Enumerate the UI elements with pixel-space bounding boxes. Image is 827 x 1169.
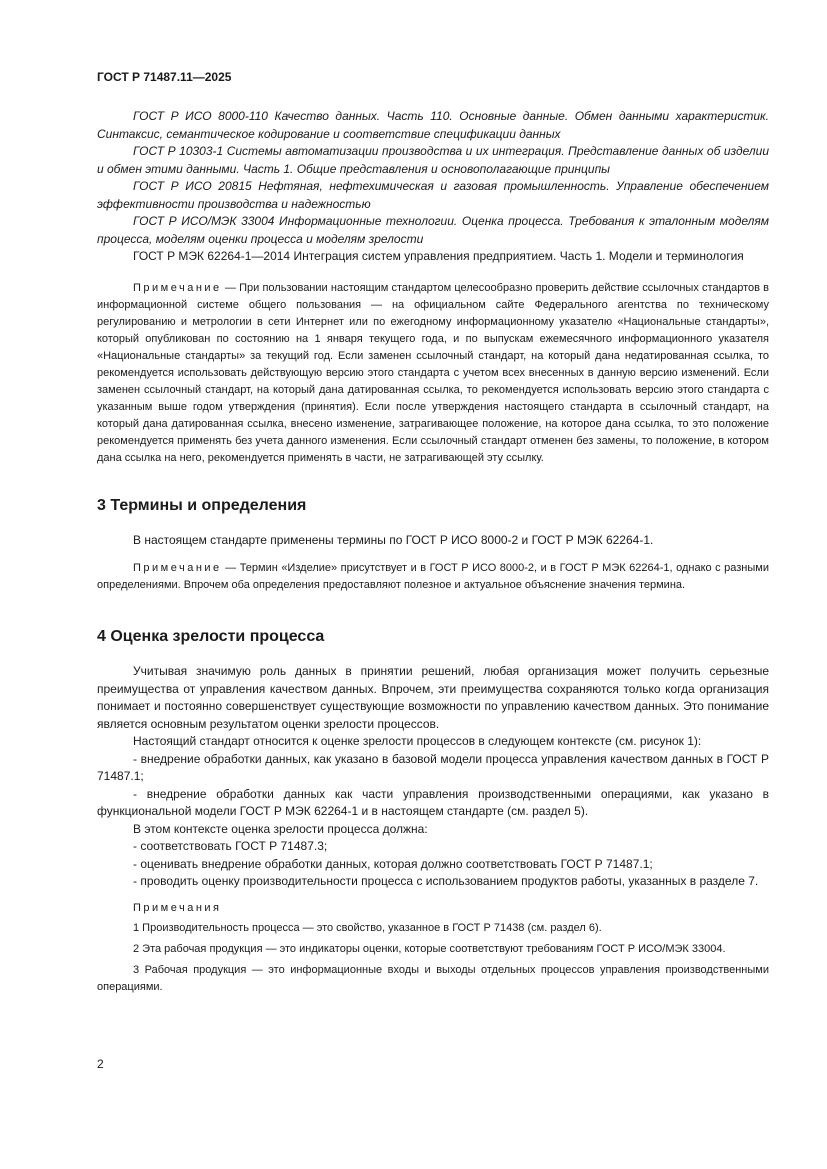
note-item: 3 Рабочая продукция — это информационные входы и выходы отдельных процессов управления производственными операциями. <box>97 963 769 993</box>
reference-item: ГОСТ Р ИСО 20815 Нефтяная, нефтехимическая и газовая промышленность. Управление обеспечением эффективности производства и надежностью <box>97 179 769 211</box>
document-header-code: ГОСТ Р 71487.11—2025 <box>97 70 232 84</box>
reference-item: ГОСТ Р ИСО/МЭК 33004 Информационные технологии. Оценка процесса. Требования к эталонным моделям процесса, моделям оценки процесса и моделям зрелости <box>97 214 769 246</box>
section-3-heading: 3 Термины и определения <box>97 496 307 514</box>
section-4-list-item: - проводить оценку производительности процесса с использованием продуктов работы, указанных в разделе 7. <box>133 874 759 888</box>
page-number: 2 <box>97 1057 104 1071</box>
normative-references-list <box>97 108 769 266</box>
section-4-paragraph: Настоящий стандарт относится к оценке зрелости процессов в следующем контексте (см. рисунок 1): <box>133 734 702 748</box>
note-label: Примечание <box>133 562 222 574</box>
section-4-list-item: - внедрение обработки данных, как указано в базовой модели процесса управления качеством данных в ГОСТ Р 71487.1; <box>97 751 769 783</box>
document-page <box>97 70 769 1000</box>
note-text: — Термин «Изделие» присутствует и в ГОСТ Р ИСО 8000-2, и в ГОСТ Р МЭК 62264-1, однако с разными определениями. Впрочем оба определения предоставляют полезное и актуальное объяснение значения термина. <box>97 562 769 591</box>
section-4-list-item: - внедрение обработки данных как части управления производственными операциями, как указано в функциональной модели ГОСТ Р МЭК 62264-1 и в настоящем стандарте (см. раздел 5). <box>97 786 769 818</box>
reference-item: ГОСТ Р 10303-1 Системы автоматизации производства и их интеграция. Представление данных об изделии и обмен этими данными. Часть 1. Общие представления и основополагающие принципы <box>97 144 769 176</box>
section-4-heading: 4 Оценка зрелости процесса <box>97 628 325 645</box>
note-text: — При пользовании настоящим стандартом целесообразно проверить действие ссылочных стандартов в информационной системе общего пользования — на официальном сайте Федерального агентства по техническому регулированию и метрологии в сети Интернет или по ежегодному информационному указателю «Национальные стандарты», который опубликован по состоянию на 1 января текущего года, и по выпускам ежемесячного информационного указателя «Национальные стандарты» за текущий год. Если заменен ссылочный стандарт, на который дана недатированная ссылка, то рекомендуется использовать действующую версию этого стандарта с учетом всех внесенных в данную версию изменений. Если заменен ссылочный стандарт, на который дана датированная ссылка, то рекомендуется использовать версию этого стандарта с указанным выше годом утверждения (принятия). Если после утверждения настоящего стандарта в ссылочный стандарт, на который дана датированная ссылка, внесено изменение, затрагивающее положение, на которое дана ссылка, то это положение рекомендуется применять без учета данного изменения. Если ссылочный стандарт отменен без замены, то положение, в котором дана ссылка на него, рекомендуется применять в части, не затрагивающей эту ссылку. <box>97 281 769 464</box>
reference-item: ГОСТ Р МЭК 62264-1—2014 Интеграция систем управления предприятием. Часть 1. Модели и терминология <box>133 249 744 263</box>
notes-title: Примечания <box>133 901 222 914</box>
note-item: 2 Эта рабочая продукция — это индикаторы оценки, которые соответствуют требованиям ГОСТ Р ИСО/МЭК 33004. <box>133 942 726 955</box>
note-label: Примечание <box>133 281 222 294</box>
section-4-paragraph: В этом контексте оценка зрелости процесса должна: <box>133 821 428 836</box>
references-note <box>97 280 769 467</box>
section-4-list-item: - оценивать внедрение обработки данных, которая должно соответствовать ГОСТ Р 71487.1; <box>133 856 653 871</box>
reference-item: ГОСТ Р ИСО 8000-110 Качество данных. Часть 110. Основные данные. Обмен данными характеристик. Синтаксис, семантическое кодирование и соответствие спецификации данных <box>97 109 769 141</box>
section-4-paragraph: Учитывая значимую роль данных в принятии решений, любая организация может получить серьезные преимущества от управления качеством данных. Впрочем, эти преимущества сохраняются только когда организация понимает и постоянно совершенствует существующие возможности по управлению качеством данных. Это понимание является основным результатом оценки зрелости процессов. <box>97 664 769 731</box>
note-item: 1 Производительность процесса — это свойство, указанное в ГОСТ Р 71438 (см. раздел 6). <box>133 921 602 934</box>
section-3-paragraph: В настоящем стандарте применены термины по ГОСТ Р ИСО 8000-2 и ГОСТ Р МЭК 62264-1. <box>133 532 654 547</box>
section-3-note <box>97 560 769 594</box>
section-4-list-item: - соответствовать ГОСТ Р 71487.3; <box>133 839 328 853</box>
